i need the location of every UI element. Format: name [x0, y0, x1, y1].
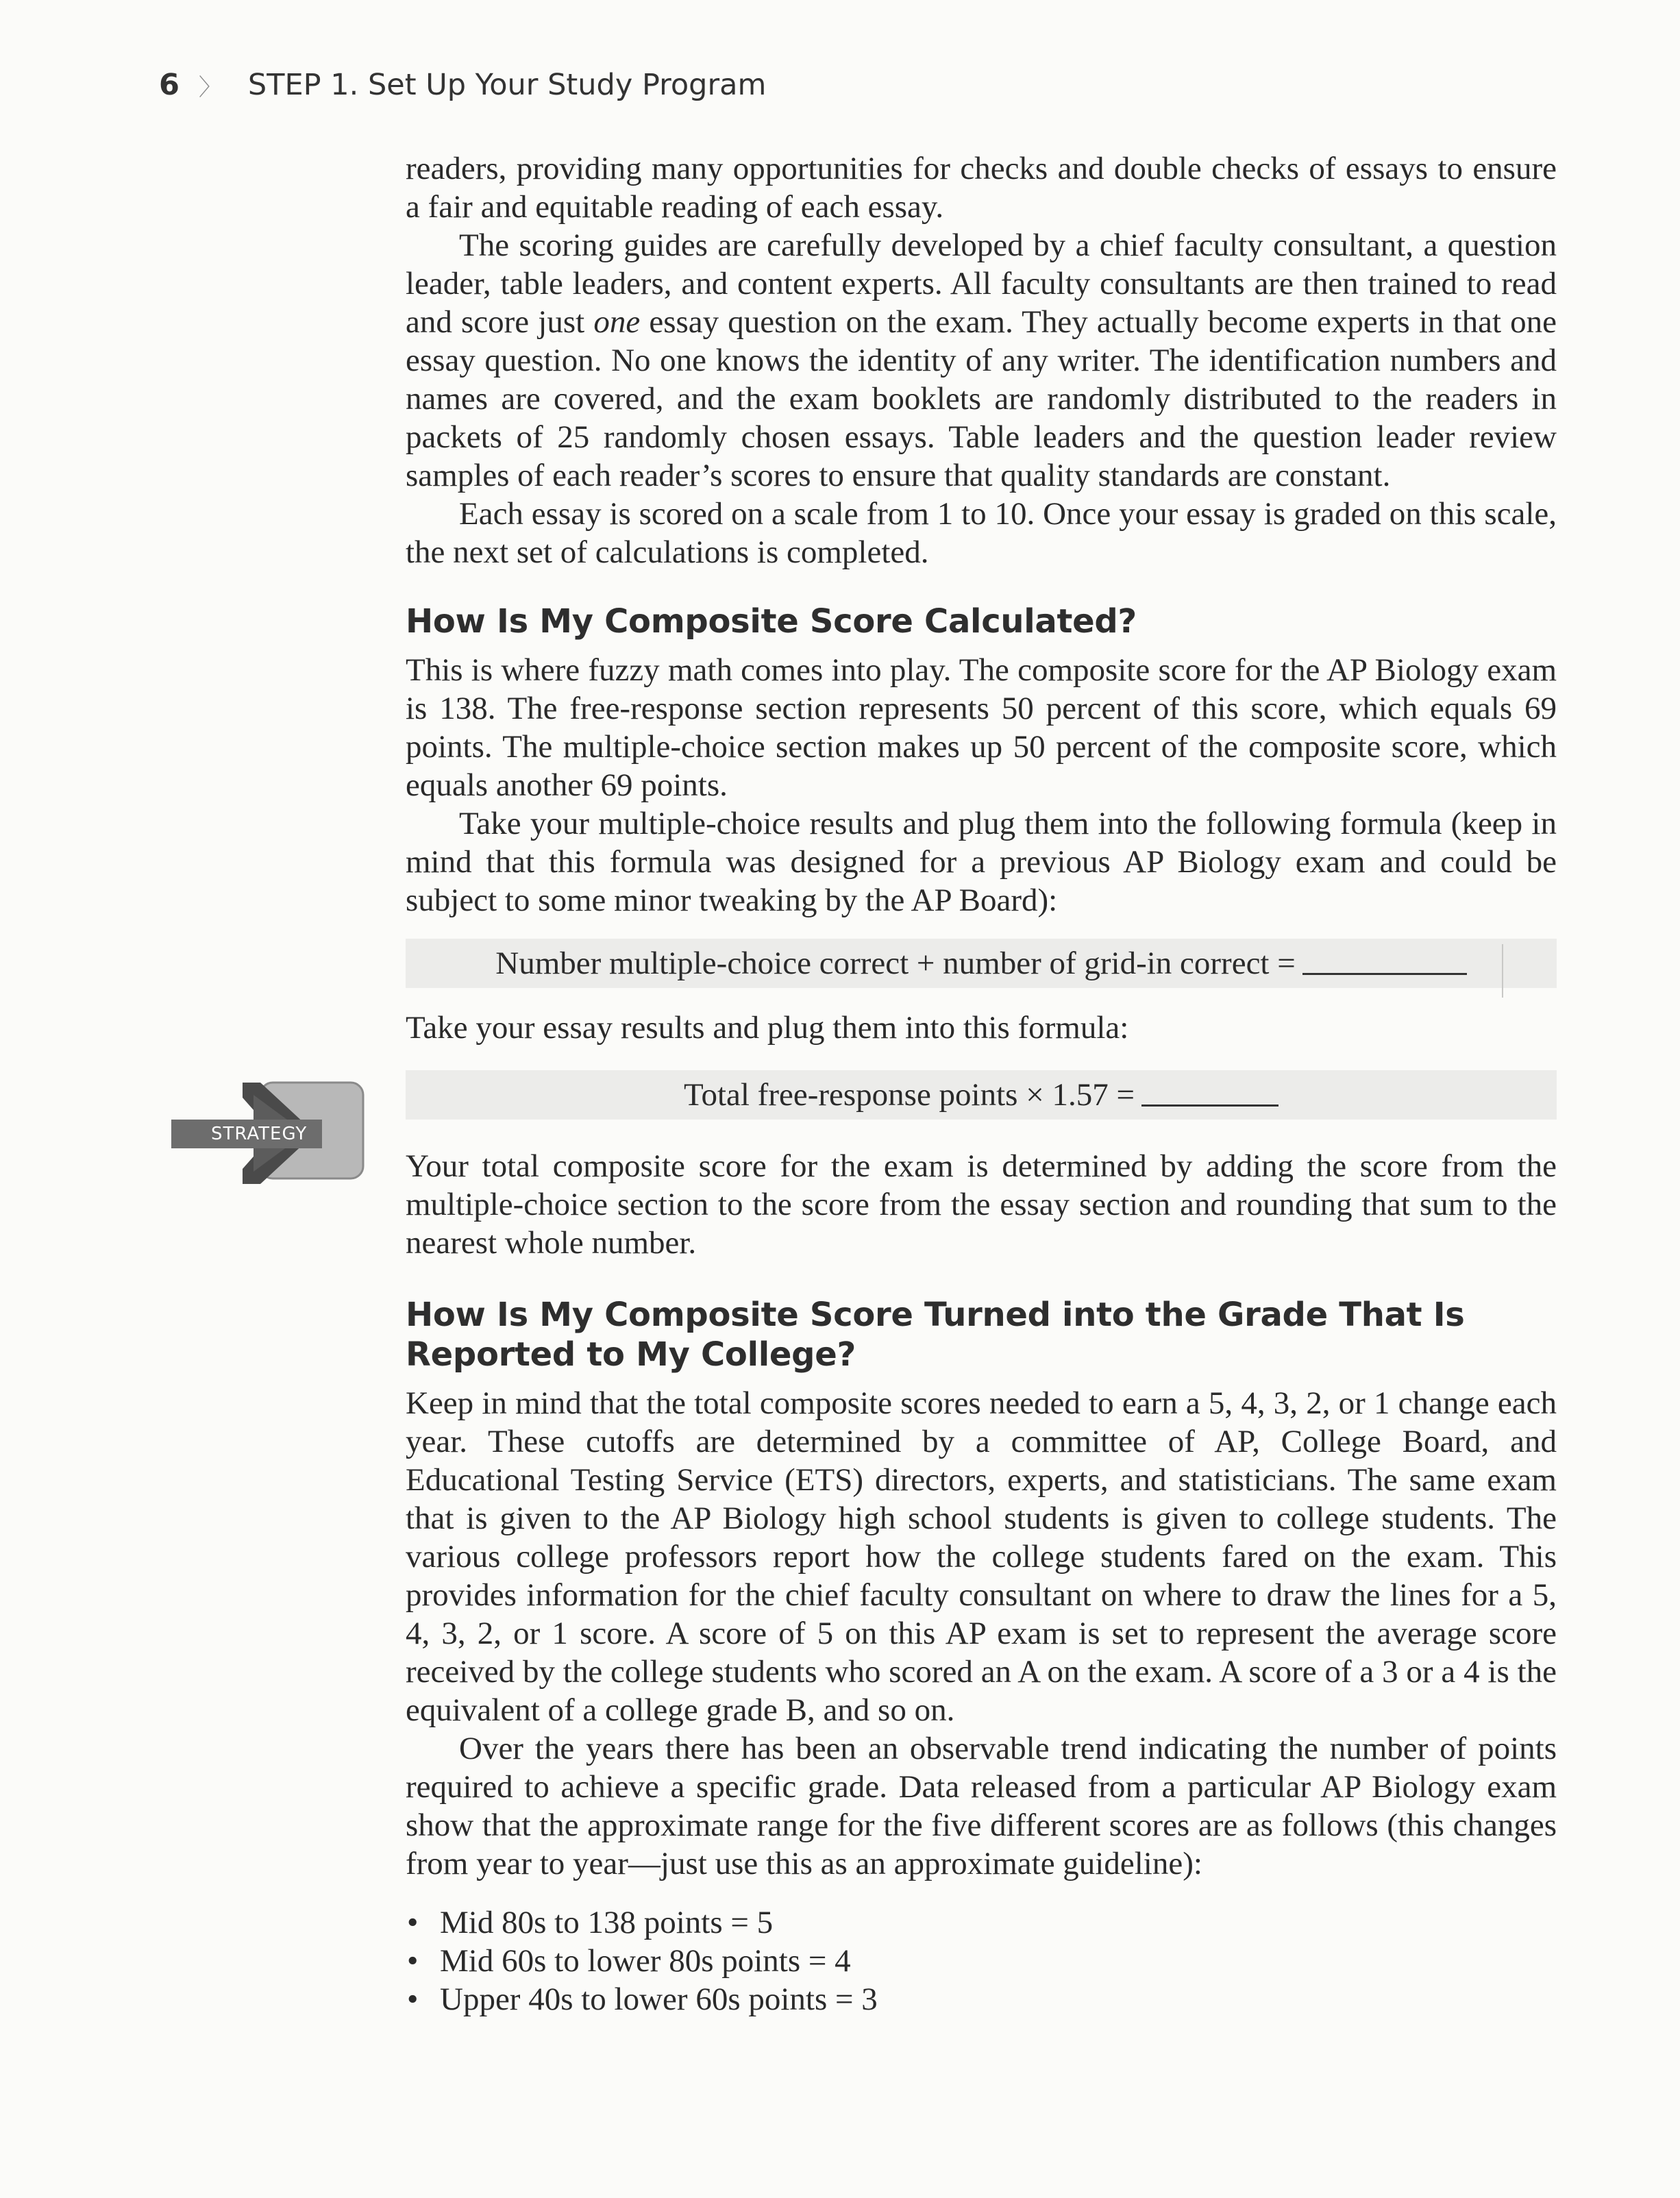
- section-heading: How Is My Composite Score Calculated?: [406, 602, 1137, 641]
- chapter-title: STEP 1. Set Up Your Study Program: [247, 68, 767, 102]
- list-item: • Upper 40s to lower 60s points = 3: [406, 1980, 1557, 2018]
- score-range-list: [406, 1903, 1557, 2018]
- running-header: [159, 64, 766, 106]
- paragraph: Each essay is scored on a scale from 1 to 10. Once your essay is graded on this scale, the next set of calculations is completed.: [406, 496, 1557, 570]
- formula-box: [406, 1070, 1557, 1120]
- answer-blank: [1141, 1084, 1278, 1107]
- formula-text: Total free-response points × 1.57 =: [684, 1077, 1135, 1113]
- strategy-label: STRATEGY: [171, 1120, 322, 1148]
- paragraph: The scoring guides are carefully developed by a chief faculty consultant, a question leader, table leaders, and content experts. All faculty consultants are then trained to read and score just one essay question on the exam. They actually become experts in that one essay question. No one knows the identity of any writer. The identification numbers and names are covered, and the exam booklets are randomly distributed to the readers in packets of 25 randomly chosen essays. Table leaders and the question leader review samples of each reader’s scores to ensure that quality standards are constant.: [406, 227, 1557, 493]
- paragraph: readers, providing many opportunities for checks and double checks of essays to ensure a fair and equitable reading of each essay.: [406, 151, 1557, 225]
- formula-text: Number multiple-choice correct + number of grid-in correct =: [495, 946, 1296, 981]
- paragraph: Keep in mind that the total composite scores needed to earn a 5, 4, 3, 2, or 1 change each year. These cutoffs are determined by a committee of AP, College Board, and Educational Testing Service (ETS) directors, experts, and statisticians. The same exam that is given to the AP Biology high school students is given to college students. The various college professors report how the college students fared on the exam. This provides information for the chief faculty consultant on where to draw the lines for a 5, 4, 3, 2, or 1 score. A score of 5 on this AP exam is set to represent the average score received by the college students who scored an A on the exam. A score of a 3 or a 4 is the equivalent of a college grade B, and so on.: [406, 1385, 1557, 1728]
- strategy-badge: [171, 1081, 377, 1184]
- emphasis: one: [593, 304, 641, 340]
- paragraph: Take your essay results and plug them into this formula:: [406, 1010, 1129, 1046]
- paragraph: This is where fuzzy math comes into play. The composite score for the AP Biology exam is 138. The free-response section represents 50 percent of this score, which equals 69 points. The multiple-choice section makes up 50 percent of the composite score, which equals another 69 points.: [406, 652, 1557, 803]
- formula-box: [406, 939, 1557, 988]
- paragraph: Take your multiple-choice results and plug them into the following formula (keep in mind that this formula was designed for a previous AP Biology exam and could be subject to some minor tweaking by the AP Board):: [406, 806, 1557, 918]
- page-content: [406, 149, 1557, 2018]
- list-item: • Mid 80s to 138 points = 5: [406, 1903, 1557, 1942]
- answer-blank: [1302, 952, 1467, 975]
- paragraph: Your total composite score for the exam is determined by adding the score from the multiple-choice section to the score from the essay section and rounding that sum to the nearest whole number.: [406, 1148, 1557, 1261]
- list-item: • Mid 60s to lower 80s points = 4: [406, 1942, 1557, 1980]
- page-number: 6: [159, 68, 180, 102]
- paragraph: Over the years there has been an observable trend indicating the number of points required to achieve a specific grade. Data released from a particular AP Biology exam show that the approximate range for the five different scores are as follows (this changes from year to year—just use this as an approximate guideline):: [406, 1731, 1557, 1881]
- chevron-right-icon: 〉: [198, 73, 222, 101]
- section-heading: How Is My Composite Score Turned into the Grade That Is Reported to My College?: [406, 1296, 1465, 1374]
